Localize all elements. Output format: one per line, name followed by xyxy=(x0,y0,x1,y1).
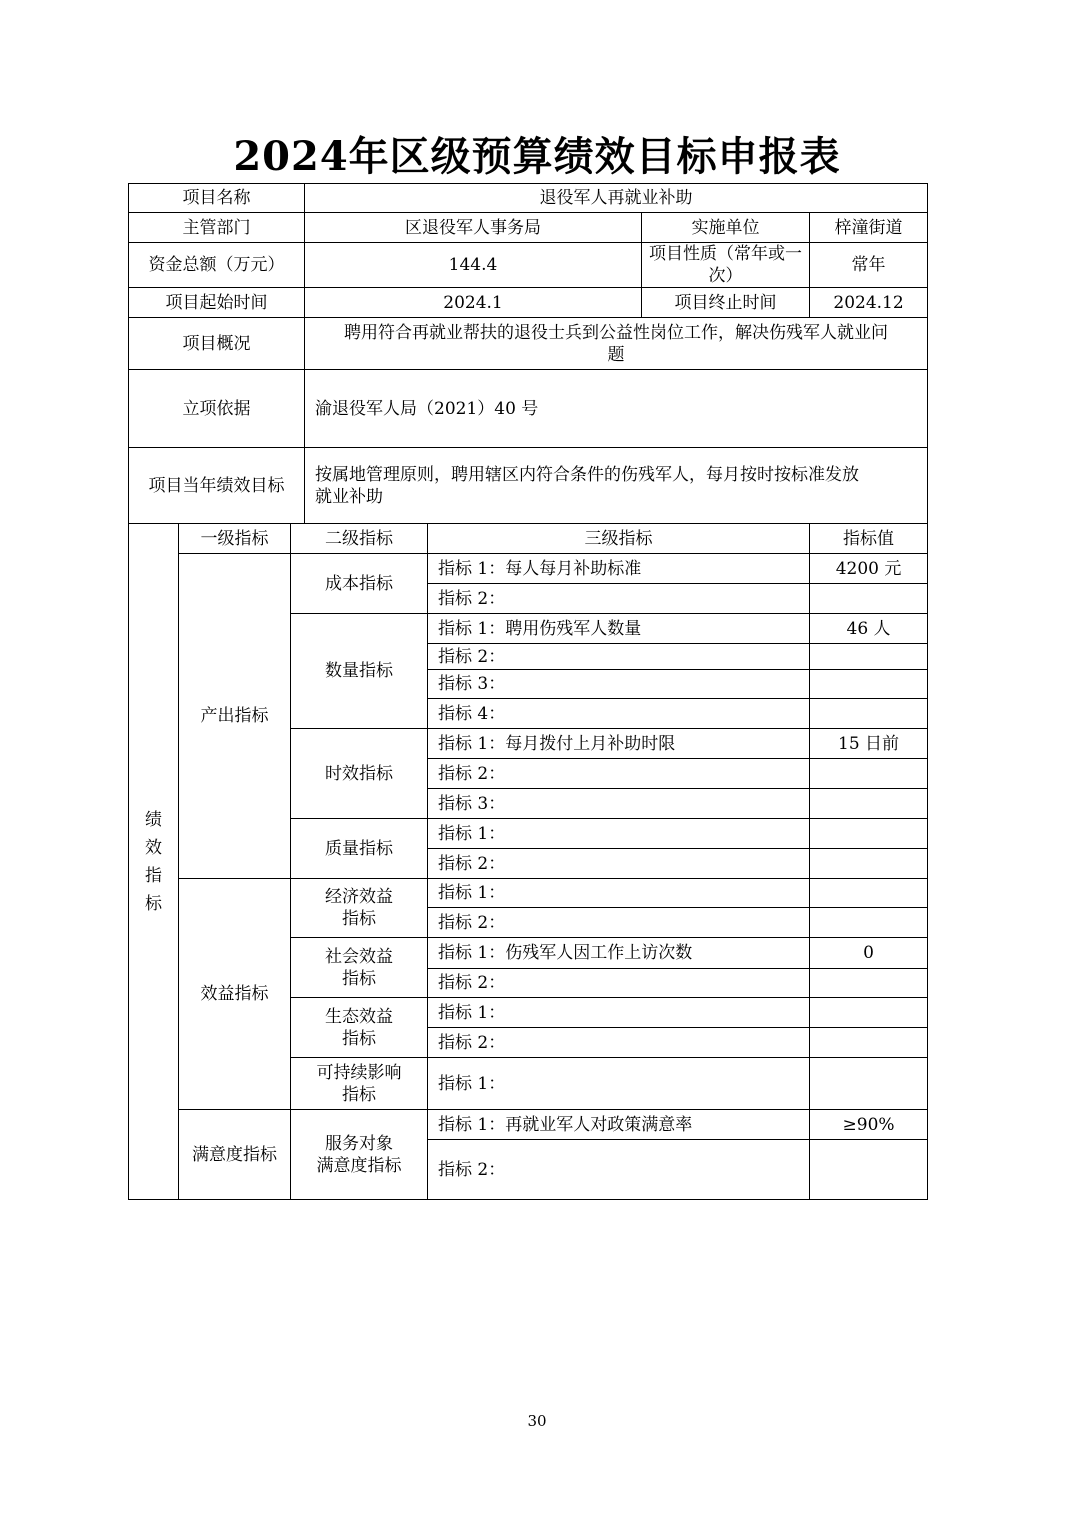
overview-line-1: 聘用符合再就业帮扶的退役士兵到公益性岗位工作，解决伤残军人就业问 xyxy=(344,322,889,343)
project-name-value: 退役军人再就业补助 xyxy=(305,184,928,213)
indicator-name: 指标 2： xyxy=(428,1140,810,1200)
indicator-name: 指标 1：聘用伤残军人数量 xyxy=(428,614,810,644)
header-level2: 二级指标 xyxy=(291,524,428,554)
indicator-name: 指标 1： xyxy=(428,998,810,1028)
indicator-value xyxy=(810,759,928,789)
table-row xyxy=(129,554,928,584)
nature-label: 项目性质（常年或一次） xyxy=(642,243,810,288)
indicator-value: 0 xyxy=(810,938,928,969)
indicator-name: 指标 1：再就业军人对政策满意率 xyxy=(428,1110,810,1140)
end-value: 2024.12 xyxy=(810,288,928,318)
cost-label: 成本指标 xyxy=(291,554,428,614)
indicator-name: 指标 1：每人每月补助标准 xyxy=(428,554,810,584)
indicator-name: 指标 1：每月拨付上月补助时限 xyxy=(428,729,810,759)
indicator-value xyxy=(810,789,928,819)
satisfaction-label: 满意度指标 xyxy=(179,1110,291,1200)
indicator-value: 15 日前 xyxy=(810,729,928,759)
quality-label: 质量指标 xyxy=(291,819,428,879)
economic-label: 经济效益 指标 xyxy=(291,879,428,938)
goal-line-2: 就业补助 xyxy=(315,486,383,507)
end-label: 项目终止时间 xyxy=(642,288,810,318)
indicator-value: ≥90% xyxy=(810,1110,928,1140)
service-label: 服务对象 满意度指标 xyxy=(291,1110,428,1200)
basis-label: 立项依据 xyxy=(129,370,305,448)
header-level3: 三级指标 xyxy=(428,524,810,554)
indicator-value xyxy=(810,969,928,998)
goal-line-1: 按属地管理原则，聘用辖区内符合条件的伤残军人，每月按时按标准发放 xyxy=(315,464,859,485)
output-label: 产出指标 xyxy=(179,554,291,879)
indicator-value xyxy=(810,584,928,614)
impl-value: 梓潼街道 xyxy=(810,213,928,243)
funds-label: 资金总额（万元） xyxy=(129,243,305,288)
indicator-name: 指标 1： xyxy=(428,1058,810,1110)
indicator-name: 指标 2： xyxy=(428,644,810,670)
table-row xyxy=(129,879,928,908)
header-value: 指标值 xyxy=(810,524,928,554)
indicator-value xyxy=(810,998,928,1028)
perf-header-row xyxy=(129,524,928,554)
goal-label: 项目当年绩效目标 xyxy=(129,448,305,524)
indicator-name: 指标 1： xyxy=(428,879,810,908)
impl-label: 实施单位 xyxy=(642,213,810,243)
perf-side-label: 绩 效 指 标 xyxy=(129,524,179,1200)
row-dates xyxy=(129,288,928,318)
indicator-value xyxy=(810,699,928,729)
indicator-value xyxy=(810,1028,928,1058)
indicator-name: 指标 4： xyxy=(428,699,810,729)
indicator-name: 指标 3： xyxy=(428,670,810,699)
quantity-label: 数量指标 xyxy=(291,614,428,729)
timeliness-label: 时效指标 xyxy=(291,729,428,819)
basis-value: 渝退役军人局（2021）40 号 xyxy=(305,370,928,448)
indicator-value xyxy=(810,879,928,908)
row-basis xyxy=(129,370,928,448)
header-level1: 一级指标 xyxy=(179,524,291,554)
sustain-label: 可持续影响 指标 xyxy=(291,1058,428,1110)
indicator-name: 指标 2： xyxy=(428,759,810,789)
row-overview xyxy=(129,318,928,370)
eco-label: 生态效益 指标 xyxy=(291,998,428,1058)
indicator-value xyxy=(810,908,928,938)
project-name-label: 项目名称 xyxy=(129,184,305,213)
indicator-name: 指标 2： xyxy=(428,908,810,938)
dept-label: 主管部门 xyxy=(129,213,305,243)
indicator-name: 指标 2： xyxy=(428,849,810,879)
overview-label: 项目概况 xyxy=(129,318,305,370)
indicator-value: 46 人 xyxy=(810,614,928,644)
start-value: 2024.1 xyxy=(305,288,642,318)
funds-value: 144.4 xyxy=(305,243,642,288)
indicator-value xyxy=(810,849,928,879)
row-goal xyxy=(129,448,928,524)
nature-value: 常年 xyxy=(810,243,928,288)
indicator-name: 指标 3： xyxy=(428,789,810,819)
indicator-value xyxy=(810,644,928,670)
dept-value: 区退役军人事务局 xyxy=(305,213,642,243)
budget-performance-table xyxy=(128,183,928,1200)
indicator-value: 4200 元 xyxy=(810,554,928,584)
table-row xyxy=(129,1110,928,1140)
indicator-name: 指标 1：伤残军人因工作上访次数 xyxy=(428,938,810,969)
indicator-name: 指标 2： xyxy=(428,584,810,614)
start-label: 项目起始时间 xyxy=(129,288,305,318)
indicator-name: 指标 1： xyxy=(428,819,810,849)
goal-value xyxy=(305,448,928,524)
social-label: 社会效益 指标 xyxy=(291,938,428,998)
overview-value xyxy=(305,318,928,370)
overview-line-2: 题 xyxy=(607,344,625,365)
indicator-name: 指标 2： xyxy=(428,969,810,998)
indicator-value xyxy=(810,1140,928,1200)
page-title: 2024年区级预算绩效目标申报表 xyxy=(233,133,841,180)
row-department xyxy=(129,213,928,243)
indicator-value xyxy=(810,670,928,699)
page-number: 30 xyxy=(527,1412,547,1430)
indicator-name: 指标 2： xyxy=(428,1028,810,1058)
indicator-value xyxy=(810,819,928,849)
row-project-name xyxy=(129,184,928,213)
row-funds xyxy=(129,243,928,288)
indicator-value xyxy=(810,1058,928,1110)
benefit-label: 效益指标 xyxy=(179,879,291,1110)
